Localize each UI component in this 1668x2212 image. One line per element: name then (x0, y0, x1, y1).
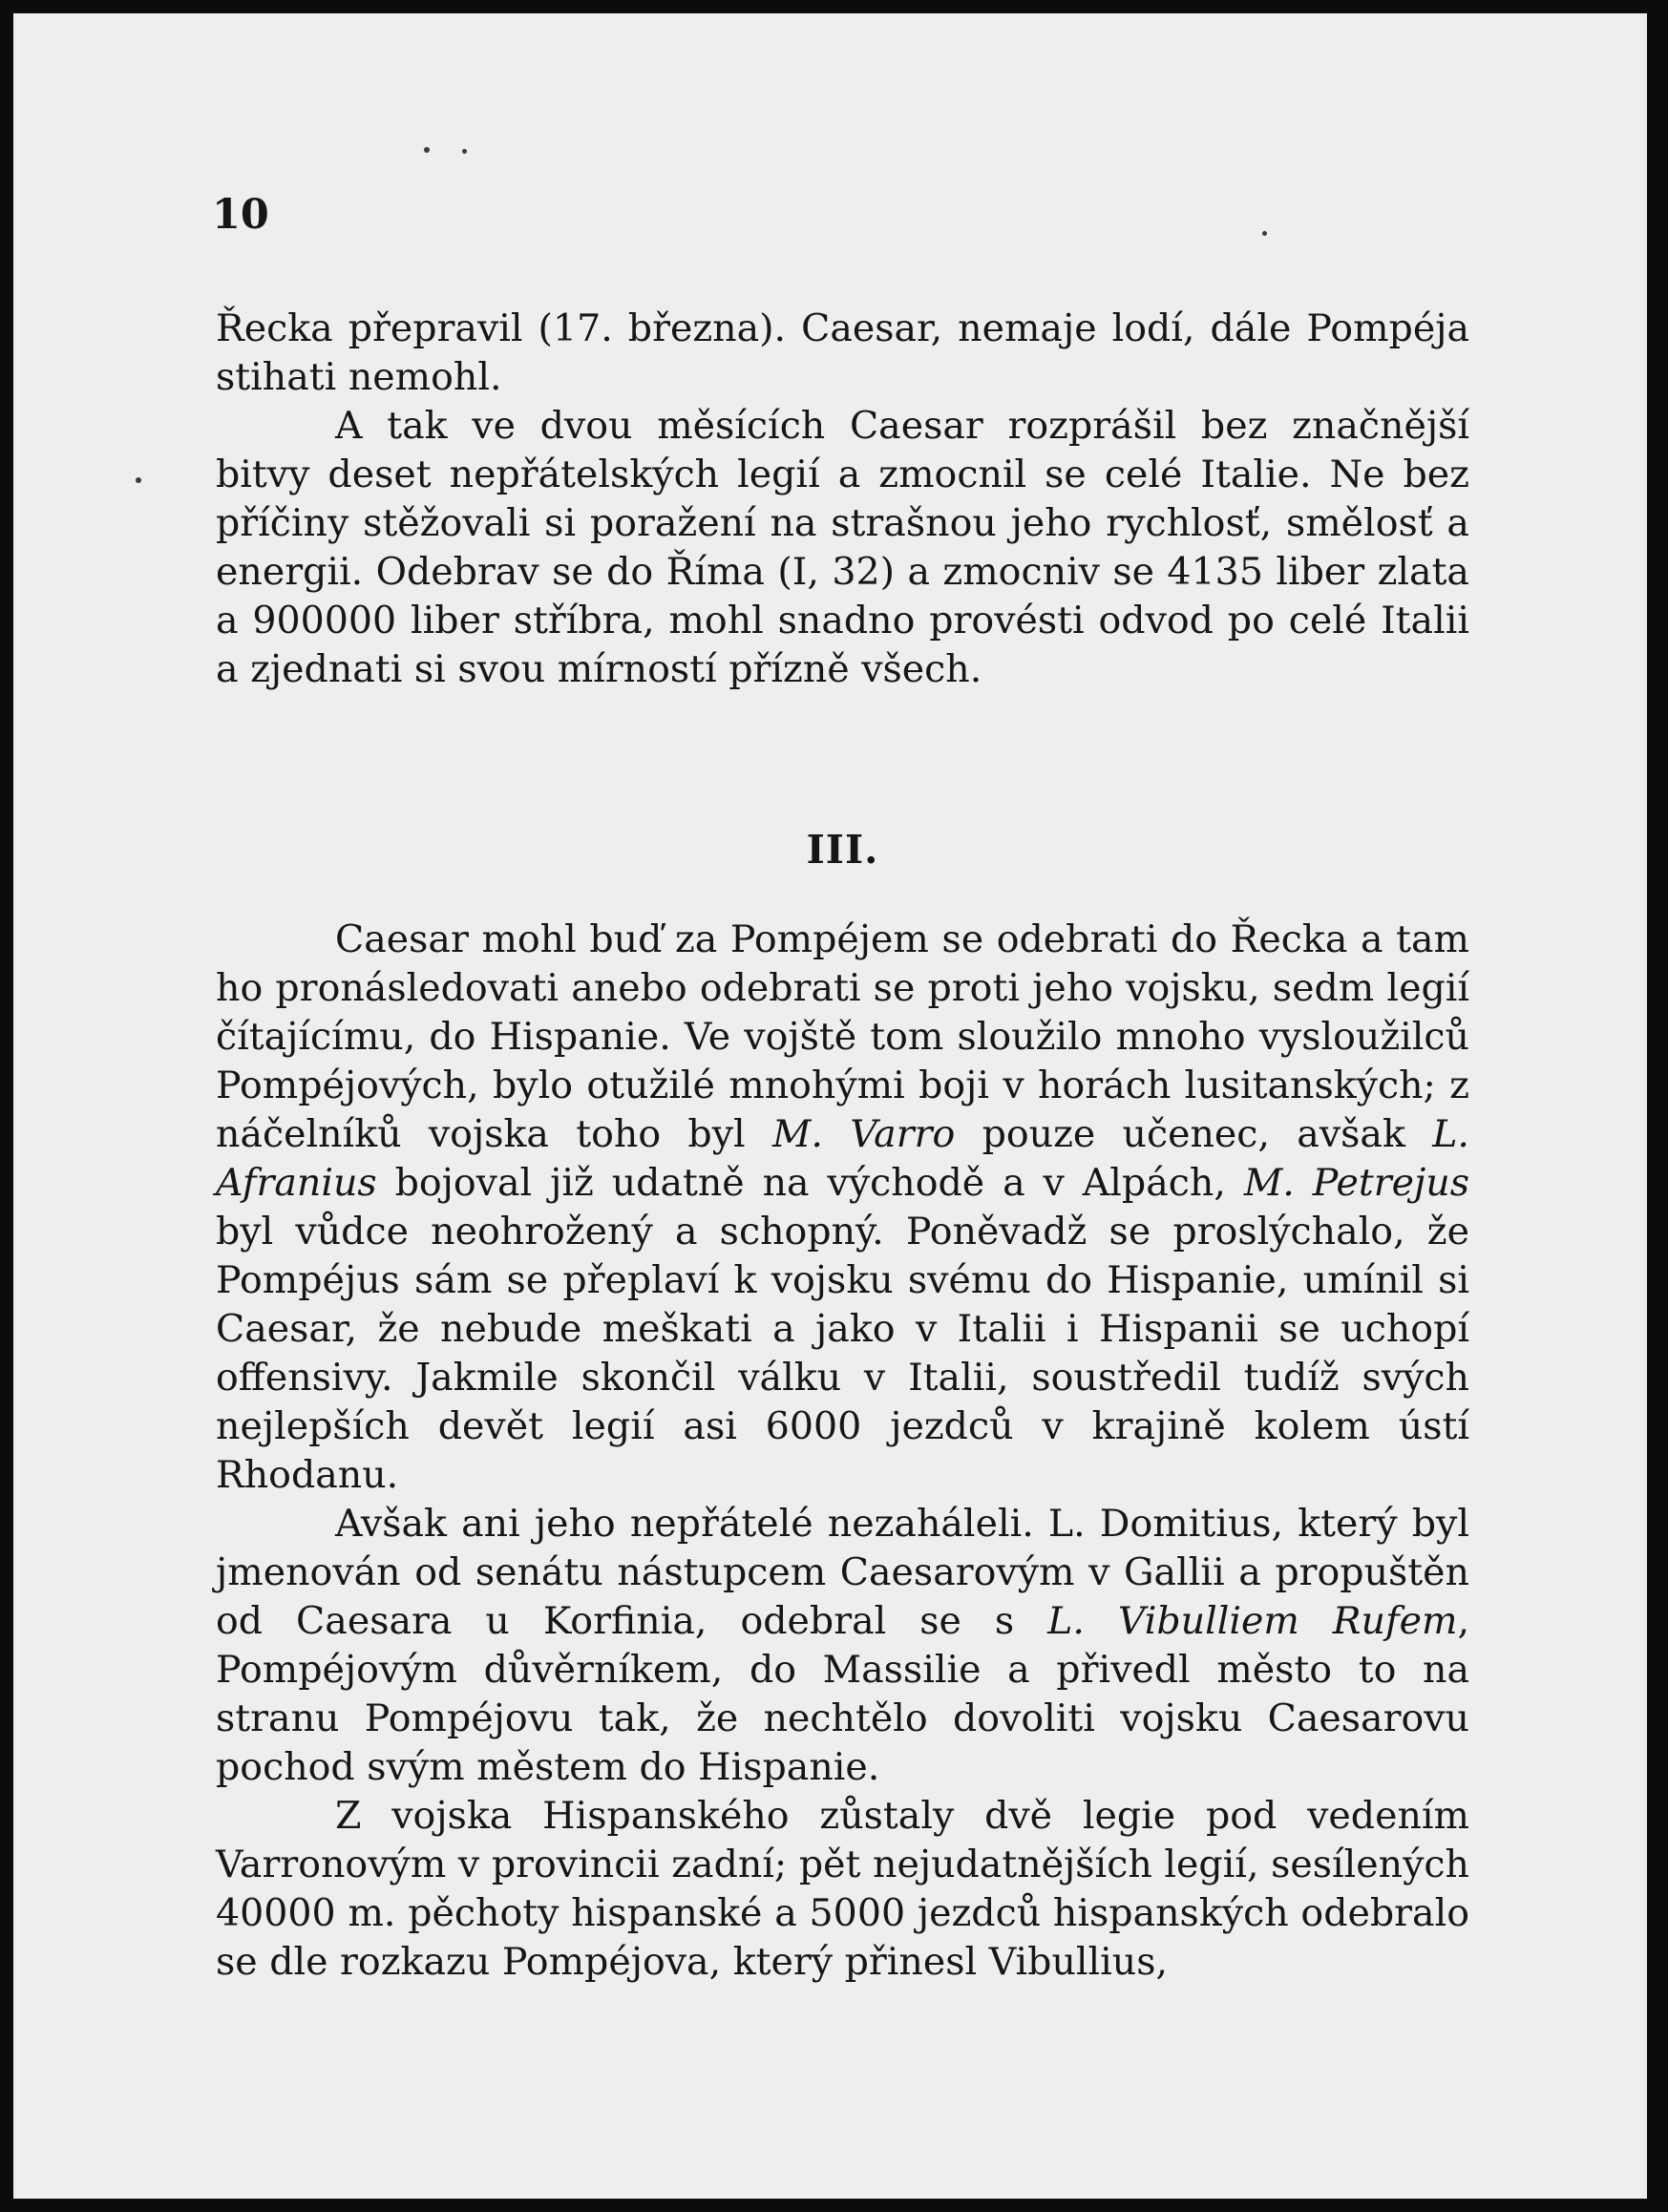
paragraph (216, 1500, 1469, 1792)
section-heading: III. (806, 827, 879, 873)
paragraph: Řecka přepravil (17. března). Caesar, nemaje lodí, dále Pompéja stihati nemohl. (216, 306, 1469, 399)
paragraph (216, 916, 1469, 1500)
person-name: L. Afranius (216, 1112, 1469, 1205)
text-run: bojoval již udatně na východě a v Alpách, (376, 1161, 1244, 1205)
paragraph: A tak ve dvou měsících Caesar rozprášil bez značnější bitvy deset nepřátelských legií a zmocnil se celé Italie. Ne bez příčiny stěžovali si poražení na strašnou jeho rychlosť, smělosť a energii. Odebrav se do Říma (I, 32) a zmocniv se 4135 liber zlata a 900000 liber stříbra, mohl snadno provésti odvod po celé Italii a zjednati si svou mírností přízně všech. (216, 404, 1469, 691)
text-block-section (216, 916, 1469, 1987)
person-name: L. Vibulliem Rufem (1047, 1599, 1458, 1643)
text-block-continuation (216, 305, 1469, 694)
text-run: Caesar mohl buď za Pompéjem se odebrati do Řecka a tam ho pronásledovati anebo odebrati se proti jeho vojsku, sedm legií čítajícímu, do Hispanie. Ve vojště tom sloužilo mnoho vysloužilců Pompéjových, bylo otužilé mnohými boji v horách lusitanských; z náčelníků vojska toho byl (216, 917, 1469, 1156)
person-name: M. Petrejus (1243, 1161, 1470, 1205)
person-name: M. Varro (771, 1112, 956, 1156)
text-run: , Pompéjovým důvěrníkem, do Massilie a přivedl město to na stranu Pompéjovu tak, že nechtělo dovoliti vojsku Caesarovu pochod svým městem do Hispanie. (216, 1599, 1469, 1789)
print-speck (136, 477, 141, 483)
print-speck (424, 147, 430, 153)
page-number: 10 (212, 191, 269, 239)
print-speck (462, 149, 467, 154)
print-speck (1262, 231, 1267, 236)
text-run: byl vůdce neohrožený a schopný. Poněvadž se proslýchalo, že Pompéjus sám se přeplaví k vojsku svému do Hispanie, umínil si Caesar, že nebude meškati a jako v Italii i Hispanii se uchopí offensivy. Jakmile skončil válku v Italii, soustředil tudíž svých nejlepších devět legií asi 6000 jezdců v krajině kolem ústí Rhodanu. (216, 1210, 1469, 1497)
book-page (13, 13, 1647, 2199)
text-run: pouze učenec, avšak (955, 1112, 1433, 1156)
text-run: Avšak ani jeho nepřátelé nezaháleli. L. Domitius, který byl jmenován od senátu nástupcem Caesarovým v Gallii a propuštěn od Caesara u Korfinia, odebral se s (216, 1502, 1469, 1643)
paragraph: Z vojska Hispanského zůstaly dvě legie pod vedením Varronovým v provincii zadní; pět nejudatnějších legií, sesílených 40000 m. pěchoty hispanské a 5000 jezdců hispanských odebralo se dle rozkazu Pompéjova, který přinesl Vibullius, (216, 1794, 1469, 1984)
